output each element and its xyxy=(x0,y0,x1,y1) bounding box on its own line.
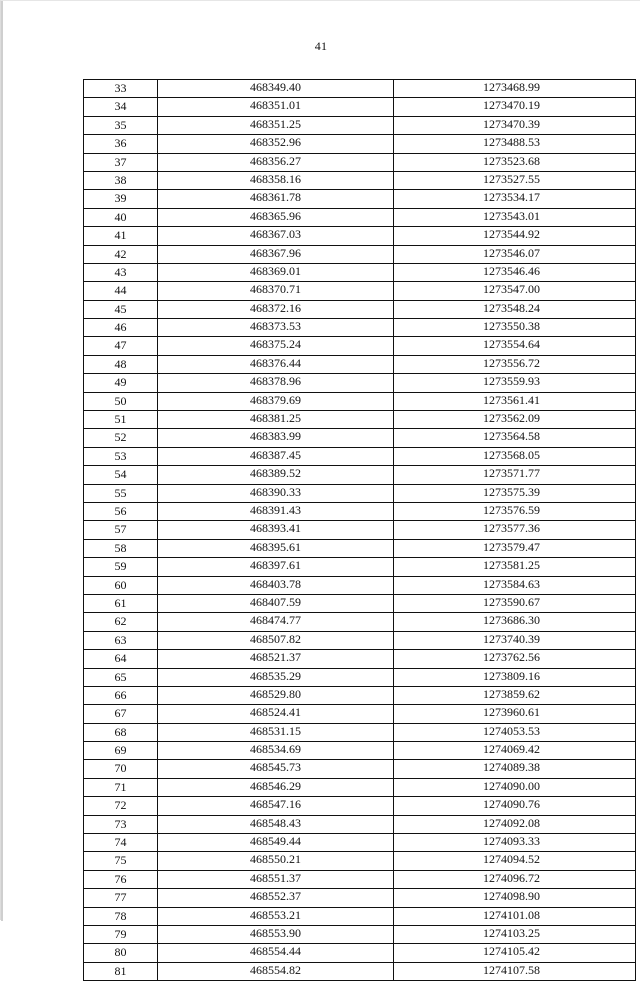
table-row xyxy=(84,944,636,962)
x-coordinate-cell: 468352.96 xyxy=(158,135,394,153)
x-coordinate-cell: 468376.44 xyxy=(158,355,394,373)
table-row xyxy=(84,594,636,612)
y-coordinate-cell: 1273527.55 xyxy=(394,171,636,189)
x-coordinate-cell: 468551.37 xyxy=(158,870,394,888)
x-coordinate-cell: 468521.37 xyxy=(158,650,394,668)
table-row xyxy=(84,834,636,852)
x-coordinate-cell: 468554.82 xyxy=(158,962,394,980)
table-row xyxy=(84,227,636,245)
table-row xyxy=(84,778,636,796)
table-row xyxy=(84,521,636,539)
table-row xyxy=(84,686,636,704)
x-coordinate-cell: 468547.16 xyxy=(158,797,394,815)
x-coordinate-cell: 468548.43 xyxy=(158,815,394,833)
point-number-cell: 47 xyxy=(84,337,158,355)
x-coordinate-cell: 468351.01 xyxy=(158,98,394,116)
y-coordinate-cell: 1273548.24 xyxy=(394,300,636,318)
y-coordinate-cell: 1274101.08 xyxy=(394,907,636,925)
x-coordinate-cell: 468369.01 xyxy=(158,263,394,281)
y-coordinate-cell: 1273859.62 xyxy=(394,686,636,704)
coordinates-table-container xyxy=(83,79,635,981)
table-row xyxy=(84,797,636,815)
y-coordinate-cell: 1274090.00 xyxy=(394,778,636,796)
x-coordinate-cell: 468524.41 xyxy=(158,705,394,723)
x-coordinate-cell: 468407.59 xyxy=(158,594,394,612)
table-row xyxy=(84,576,636,594)
y-coordinate-cell: 1273568.05 xyxy=(394,447,636,465)
table-row xyxy=(84,171,636,189)
point-number-cell: 57 xyxy=(84,521,158,539)
x-coordinate-cell: 468474.77 xyxy=(158,613,394,631)
y-coordinate-cell: 1273543.01 xyxy=(394,208,636,226)
x-coordinate-cell: 468531.15 xyxy=(158,723,394,741)
table-row xyxy=(84,760,636,778)
y-coordinate-cell: 1274090.76 xyxy=(394,797,636,815)
table-row xyxy=(84,925,636,943)
table-row xyxy=(84,429,636,447)
y-coordinate-cell: 1273559.93 xyxy=(394,374,636,392)
point-number-cell: 65 xyxy=(84,668,158,686)
point-number-cell: 42 xyxy=(84,245,158,263)
point-number-cell: 49 xyxy=(84,374,158,392)
point-number-cell: 38 xyxy=(84,171,158,189)
point-number-cell: 56 xyxy=(84,502,158,520)
point-number-cell: 50 xyxy=(84,392,158,410)
point-number-cell: 54 xyxy=(84,466,158,484)
x-coordinate-cell: 468375.24 xyxy=(158,337,394,355)
x-coordinate-cell: 468358.16 xyxy=(158,171,394,189)
table-row xyxy=(84,263,636,281)
y-coordinate-cell: 1273562.09 xyxy=(394,411,636,429)
table-row xyxy=(84,319,636,337)
point-number-cell: 58 xyxy=(84,539,158,557)
table-row xyxy=(84,650,636,668)
point-number-cell: 68 xyxy=(84,723,158,741)
y-coordinate-cell: 1273546.07 xyxy=(394,245,636,263)
x-coordinate-cell: 468403.78 xyxy=(158,576,394,594)
table-row xyxy=(84,815,636,833)
point-number-cell: 37 xyxy=(84,153,158,171)
x-coordinate-cell: 468391.43 xyxy=(158,502,394,520)
point-number-cell: 51 xyxy=(84,411,158,429)
y-coordinate-cell: 1273579.47 xyxy=(394,539,636,557)
scan-edge-line xyxy=(1,1,3,921)
point-number-cell: 77 xyxy=(84,889,158,907)
point-number-cell: 79 xyxy=(84,925,158,943)
y-coordinate-cell: 1273590.67 xyxy=(394,594,636,612)
y-coordinate-cell: 1274105.42 xyxy=(394,944,636,962)
point-number-cell: 80 xyxy=(84,944,158,962)
table-row xyxy=(84,135,636,153)
point-number-cell: 60 xyxy=(84,576,158,594)
point-number-cell: 64 xyxy=(84,650,158,668)
y-coordinate-cell: 1274096.72 xyxy=(394,870,636,888)
y-coordinate-cell: 1273581.25 xyxy=(394,558,636,576)
point-number-cell: 46 xyxy=(84,319,158,337)
coordinates-table-body xyxy=(84,80,636,981)
x-coordinate-cell: 468349.40 xyxy=(158,80,394,98)
y-coordinate-cell: 1273561.41 xyxy=(394,392,636,410)
table-row xyxy=(84,190,636,208)
y-coordinate-cell: 1273554.64 xyxy=(394,337,636,355)
table-row xyxy=(84,300,636,318)
table-row xyxy=(84,245,636,263)
y-coordinate-cell: 1273571.77 xyxy=(394,466,636,484)
x-coordinate-cell: 468529.80 xyxy=(158,686,394,704)
table-row xyxy=(84,539,636,557)
point-number-cell: 34 xyxy=(84,98,158,116)
point-number-cell: 81 xyxy=(84,962,158,980)
x-coordinate-cell: 468367.03 xyxy=(158,227,394,245)
table-row xyxy=(84,98,636,116)
y-coordinate-cell: 1273544.92 xyxy=(394,227,636,245)
point-number-cell: 52 xyxy=(84,429,158,447)
x-coordinate-cell: 468535.29 xyxy=(158,668,394,686)
point-number-cell: 71 xyxy=(84,778,158,796)
table-row xyxy=(84,447,636,465)
page-number: 41 xyxy=(314,39,328,53)
y-coordinate-cell: 1273547.00 xyxy=(394,282,636,300)
point-number-cell: 63 xyxy=(84,631,158,649)
point-number-cell: 70 xyxy=(84,760,158,778)
x-coordinate-cell: 468367.96 xyxy=(158,245,394,263)
y-coordinate-cell: 1274093.33 xyxy=(394,834,636,852)
point-number-cell: 45 xyxy=(84,300,158,318)
point-number-cell: 72 xyxy=(84,797,158,815)
x-coordinate-cell: 468545.73 xyxy=(158,760,394,778)
y-coordinate-cell: 1273584.63 xyxy=(394,576,636,594)
x-coordinate-cell: 468390.33 xyxy=(158,484,394,502)
point-number-cell: 59 xyxy=(84,558,158,576)
table-row xyxy=(84,668,636,686)
x-coordinate-cell: 468553.21 xyxy=(158,907,394,925)
coordinates-table xyxy=(83,79,636,981)
y-coordinate-cell: 1273488.53 xyxy=(394,135,636,153)
table-row xyxy=(84,80,636,98)
x-coordinate-cell: 468397.61 xyxy=(158,558,394,576)
point-number-cell: 53 xyxy=(84,447,158,465)
table-row xyxy=(84,705,636,723)
point-number-cell: 78 xyxy=(84,907,158,925)
point-number-cell: 36 xyxy=(84,135,158,153)
table-row xyxy=(84,355,636,373)
x-coordinate-cell: 468549.44 xyxy=(158,834,394,852)
x-coordinate-cell: 468378.96 xyxy=(158,374,394,392)
y-coordinate-cell: 1273740.39 xyxy=(394,631,636,649)
y-coordinate-cell: 1273762.56 xyxy=(394,650,636,668)
point-number-cell: 44 xyxy=(84,282,158,300)
point-number-cell: 76 xyxy=(84,870,158,888)
x-coordinate-cell: 468554.44 xyxy=(158,944,394,962)
x-coordinate-cell: 468356.27 xyxy=(158,153,394,171)
table-row xyxy=(84,558,636,576)
table-row xyxy=(84,962,636,980)
x-coordinate-cell: 468373.53 xyxy=(158,319,394,337)
y-coordinate-cell: 1274107.58 xyxy=(394,962,636,980)
point-number-cell: 41 xyxy=(84,227,158,245)
y-coordinate-cell: 1273809.16 xyxy=(394,668,636,686)
table-row xyxy=(84,631,636,649)
table-row xyxy=(84,337,636,355)
table-row xyxy=(84,374,636,392)
x-coordinate-cell: 468381.25 xyxy=(158,411,394,429)
point-number-cell: 61 xyxy=(84,594,158,612)
x-coordinate-cell: 468372.16 xyxy=(158,300,394,318)
x-coordinate-cell: 468393.41 xyxy=(158,521,394,539)
y-coordinate-cell: 1273550.38 xyxy=(394,319,636,337)
point-number-cell: 67 xyxy=(84,705,158,723)
x-coordinate-cell: 468389.52 xyxy=(158,466,394,484)
point-number-cell: 48 xyxy=(84,355,158,373)
table-row xyxy=(84,116,636,134)
y-coordinate-cell: 1273577.36 xyxy=(394,521,636,539)
x-coordinate-cell: 468379.69 xyxy=(158,392,394,410)
table-row xyxy=(84,484,636,502)
point-number-cell: 40 xyxy=(84,208,158,226)
y-coordinate-cell: 1273556.72 xyxy=(394,355,636,373)
y-coordinate-cell: 1273470.39 xyxy=(394,116,636,134)
x-coordinate-cell: 468552.37 xyxy=(158,889,394,907)
point-number-cell: 66 xyxy=(84,686,158,704)
y-coordinate-cell: 1273523.68 xyxy=(394,153,636,171)
table-row xyxy=(84,411,636,429)
x-coordinate-cell: 468361.78 xyxy=(158,190,394,208)
y-coordinate-cell: 1273576.59 xyxy=(394,502,636,520)
point-number-cell: 69 xyxy=(84,742,158,760)
y-coordinate-cell: 1273468.99 xyxy=(394,80,636,98)
table-row xyxy=(84,889,636,907)
y-coordinate-cell: 1273546.46 xyxy=(394,263,636,281)
x-coordinate-cell: 468550.21 xyxy=(158,852,394,870)
point-number-cell: 75 xyxy=(84,852,158,870)
table-row xyxy=(84,392,636,410)
x-coordinate-cell: 468546.29 xyxy=(158,778,394,796)
y-coordinate-cell: 1273686.30 xyxy=(394,613,636,631)
table-row xyxy=(84,282,636,300)
table-row xyxy=(84,907,636,925)
point-number-cell: 55 xyxy=(84,484,158,502)
y-coordinate-cell: 1274053.53 xyxy=(394,723,636,741)
x-coordinate-cell: 468351.25 xyxy=(158,116,394,134)
y-coordinate-cell: 1274092.08 xyxy=(394,815,636,833)
table-row xyxy=(84,502,636,520)
y-coordinate-cell: 1273960.61 xyxy=(394,705,636,723)
x-coordinate-cell: 468387.45 xyxy=(158,447,394,465)
table-row xyxy=(84,613,636,631)
x-coordinate-cell: 468553.90 xyxy=(158,925,394,943)
point-number-cell: 73 xyxy=(84,815,158,833)
table-row xyxy=(84,742,636,760)
y-coordinate-cell: 1274069.42 xyxy=(394,742,636,760)
y-coordinate-cell: 1274103.25 xyxy=(394,925,636,943)
y-coordinate-cell: 1274089.38 xyxy=(394,760,636,778)
table-row xyxy=(84,153,636,171)
y-coordinate-cell: 1274098.90 xyxy=(394,889,636,907)
table-row xyxy=(84,723,636,741)
point-number-cell: 33 xyxy=(84,80,158,98)
point-number-cell: 74 xyxy=(84,834,158,852)
x-coordinate-cell: 468534.69 xyxy=(158,742,394,760)
table-row xyxy=(84,208,636,226)
point-number-cell: 39 xyxy=(84,190,158,208)
y-coordinate-cell: 1273564.58 xyxy=(394,429,636,447)
x-coordinate-cell: 468365.96 xyxy=(158,208,394,226)
x-coordinate-cell: 468507.82 xyxy=(158,631,394,649)
table-row xyxy=(84,870,636,888)
y-coordinate-cell: 1273470.19 xyxy=(394,98,636,116)
x-coordinate-cell: 468383.99 xyxy=(158,429,394,447)
x-coordinate-cell: 468370.71 xyxy=(158,282,394,300)
point-number-cell: 35 xyxy=(84,116,158,134)
point-number-cell: 43 xyxy=(84,263,158,281)
table-row xyxy=(84,466,636,484)
y-coordinate-cell: 1274094.52 xyxy=(394,852,636,870)
y-coordinate-cell: 1273534.17 xyxy=(394,190,636,208)
y-coordinate-cell: 1273575.39 xyxy=(394,484,636,502)
table-row xyxy=(84,852,636,870)
point-number-cell: 62 xyxy=(84,613,158,631)
x-coordinate-cell: 468395.61 xyxy=(158,539,394,557)
